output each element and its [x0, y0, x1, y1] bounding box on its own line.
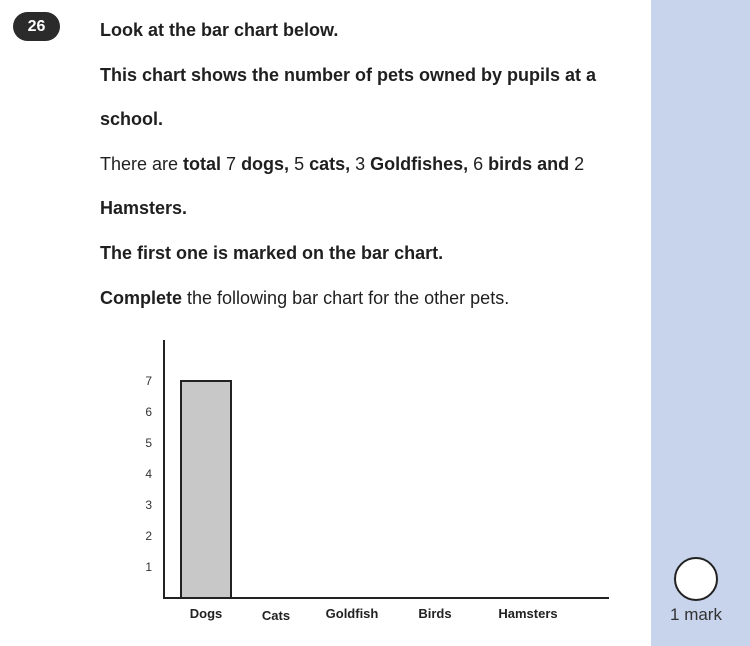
- complete-word: Complete: [100, 288, 183, 308]
- text-part-bold: birds and: [488, 154, 570, 174]
- y-tick-label: 6: [145, 405, 152, 419]
- y-tick-label: 3: [145, 498, 152, 512]
- pets-bar-chart[interactable]: [0, 330, 650, 640]
- marks-margin: [651, 0, 750, 646]
- category-label-birds: Birds: [418, 606, 452, 621]
- y-tick-label: 7: [145, 374, 152, 388]
- y-tick-labels: [145, 374, 152, 574]
- y-tick-label: 2: [145, 529, 152, 543]
- instruction-line-3: school.: [100, 109, 164, 129]
- text-part-bold: cats,: [309, 154, 351, 174]
- mark-label: 1 mark: [670, 605, 722, 624]
- bar-dogs: [181, 381, 231, 598]
- y-tick-label: 4: [145, 467, 152, 481]
- instruction-line-5: Hamsters.: [100, 198, 188, 218]
- y-tick-label: 1: [145, 560, 152, 574]
- text-part: 5: [289, 154, 310, 174]
- text-part-bold: Goldfishes,: [370, 154, 469, 174]
- category-label-cats: Cats: [261, 608, 291, 623]
- text-part-bold: dogs,: [241, 154, 290, 174]
- text-part: 6: [468, 154, 489, 174]
- mark-circle[interactable]: [674, 557, 718, 601]
- bars: [181, 381, 231, 598]
- text-part-bold: total: [183, 154, 222, 174]
- instruction-line-6: The first one is marked on the bar chart.: [100, 243, 444, 263]
- question-number-badge: 26: [13, 12, 60, 41]
- y-tick-label: 5: [145, 436, 152, 450]
- instruction-line-7: [100, 287, 509, 309]
- instruction-line-2: This chart shows the number of pets owned by pupils at a: [100, 65, 597, 85]
- text-part: 7: [221, 154, 242, 174]
- category-labels: [190, 606, 558, 623]
- text-part: 3: [350, 154, 371, 174]
- category-label-hamsters: Hamsters: [498, 606, 558, 621]
- text-part: There are: [100, 154, 184, 174]
- category-label-goldfish: Goldfish: [325, 606, 379, 621]
- category-label-dogs: Dogs: [189, 606, 223, 621]
- text-part: 2: [569, 154, 585, 174]
- instruction-line-1: Look at the bar chart below.: [100, 20, 339, 40]
- instruction-line-7-rest: the following bar chart for the other pets.: [182, 288, 510, 308]
- instruction-line-4: [100, 153, 584, 175]
